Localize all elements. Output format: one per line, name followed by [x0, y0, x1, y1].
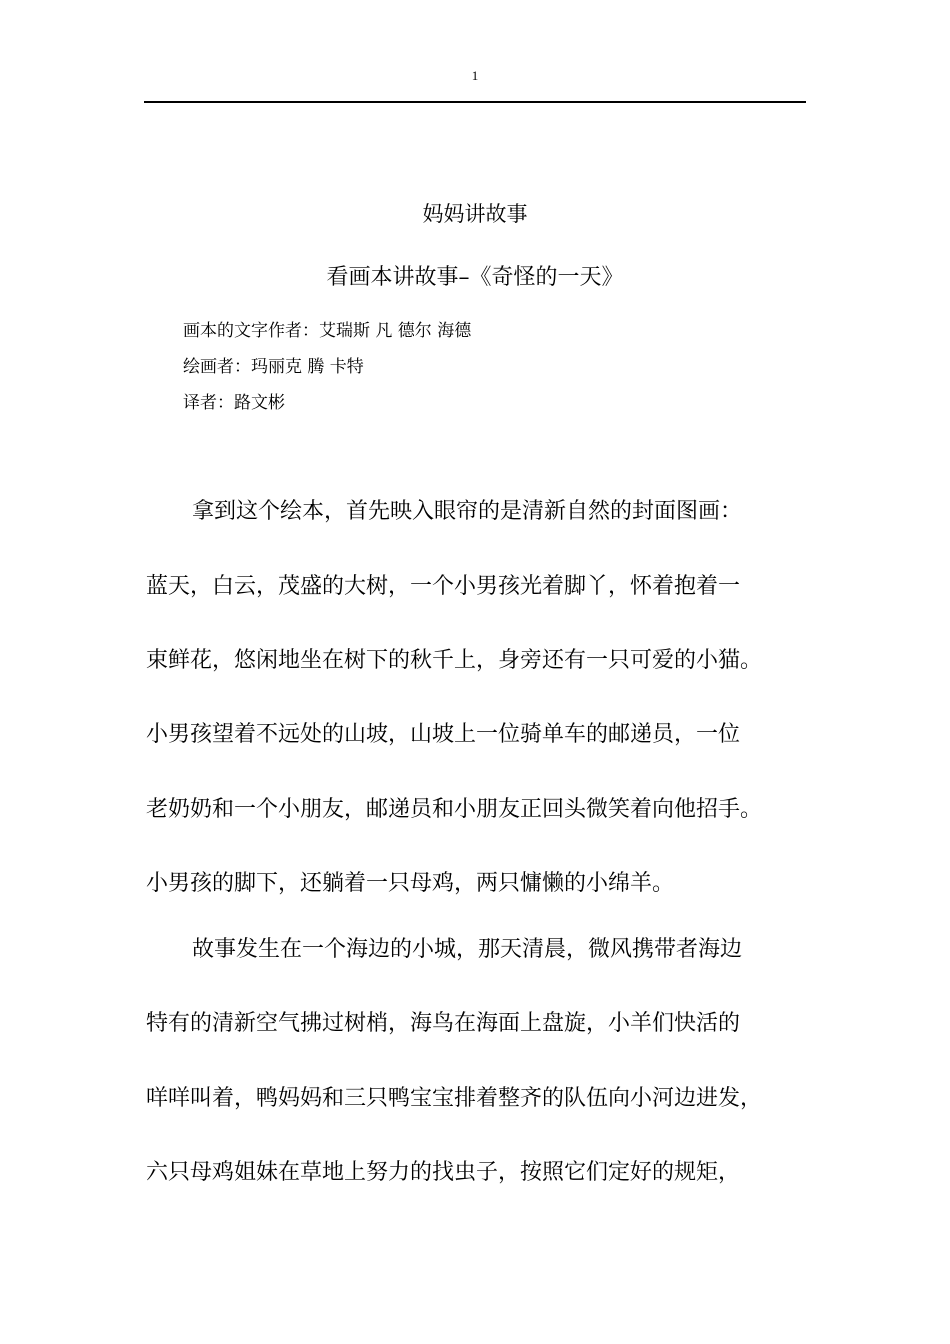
- credit-illustrator: 绘画者：玛丽克 腾 卡特: [183, 357, 364, 377]
- paragraph-line: 老奶奶和一个小朋友，邮递员和小朋友正回头微笑着向他招手。: [146, 797, 763, 822]
- paragraph-line: 束鲜花，悠闲地坐在树下的秋千上，身旁还有一只可爱的小猫。: [146, 648, 763, 673]
- paragraph-line: 小男孩望着不远处的山坡，山坡上一位骑单车的邮递员，一位: [146, 722, 741, 747]
- paragraph-line: 六只母鸡姐妹在草地上努力的找虫子，按照它们定好的规矩，: [146, 1160, 741, 1185]
- paragraph-line: 特有的清新空气拂过树梢，海鸟在海面上盘旋，小羊们快活的: [146, 1011, 741, 1036]
- credit-translator: 译者：路文彬: [183, 393, 285, 413]
- paragraph-line: 咩咩叫着，鸭妈妈和三只鸭宝宝排着整齐的队伍向小河边进发，: [146, 1086, 763, 1111]
- paragraph-line: 故事发生在一个海边的小城，那天清晨，微风携带者海边: [192, 937, 743, 962]
- page-number: 1: [471, 68, 479, 83]
- document-title: 妈妈讲故事: [422, 202, 528, 226]
- paragraph-line: 蓝天，白云，茂盛的大树，一个小男孩光着脚丫，怀着抱着一: [146, 574, 741, 599]
- paragraph-line: 小男孩的脚下，还躺着一只母鸡，两只慵懒的小绵羊。: [146, 871, 675, 896]
- document-subtitle: 看画本讲故事–《奇怪的一天》: [326, 265, 624, 290]
- credit-text-author: 画本的文字作者：艾瑞斯 凡 德尔 海德: [183, 321, 472, 341]
- header-rule: [144, 101, 806, 103]
- paragraph-line: 拿到这个绘本，首先映入眼帘的是清新自然的封面图画：: [192, 499, 743, 524]
